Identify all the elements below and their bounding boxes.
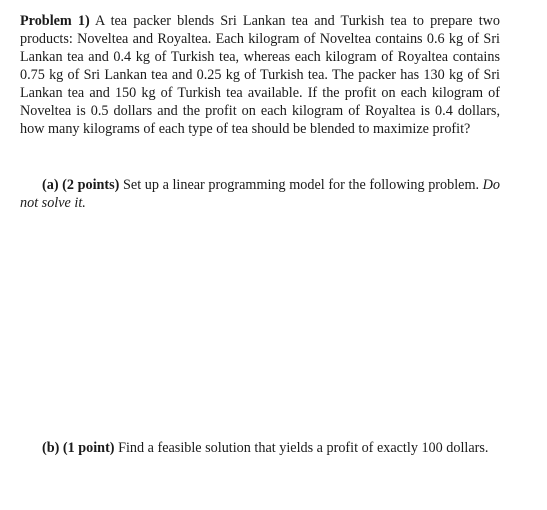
part-a [20, 176, 500, 212]
problem-text: A tea packer blends Sri Lankan tea and Turkish tea to prepare two products: Noveltea and Royaltea. Each kilogram of Noveltea contains 0.6 kg of Sri Lankan tea and 0.4 kg of Turkish tea, whereas each kilogram of Royaltea contains 0.75 kg of Sri Lankan tea and 0.25 kg of Turkish tea. The packer has 130 kg of Sri Lankan tea and 150 kg of Turkish tea available. If the profit on each kilogram of Noveltea is 0.5 dollars and the profit on each kilogram of Royaltea is 0.4 dollars, how many kilograms of each type of tea should be blended to maximize profit? [20, 13, 500, 137]
problem-label: Problem 1) [20, 13, 90, 29]
part-a-label: (a) (2 points) [42, 177, 120, 193]
part-b-text: Find a feasible solution that yields a profit of exactly 100 dollars. [118, 440, 489, 456]
part-a-emphasis: Do not solve it. [20, 177, 501, 211]
part-b-label: (b) (1 point) [42, 440, 115, 456]
part-b [20, 439, 500, 457]
problem-statement [20, 12, 500, 138]
part-a-text: Set up a linear programming model for the following problem. [123, 177, 480, 193]
